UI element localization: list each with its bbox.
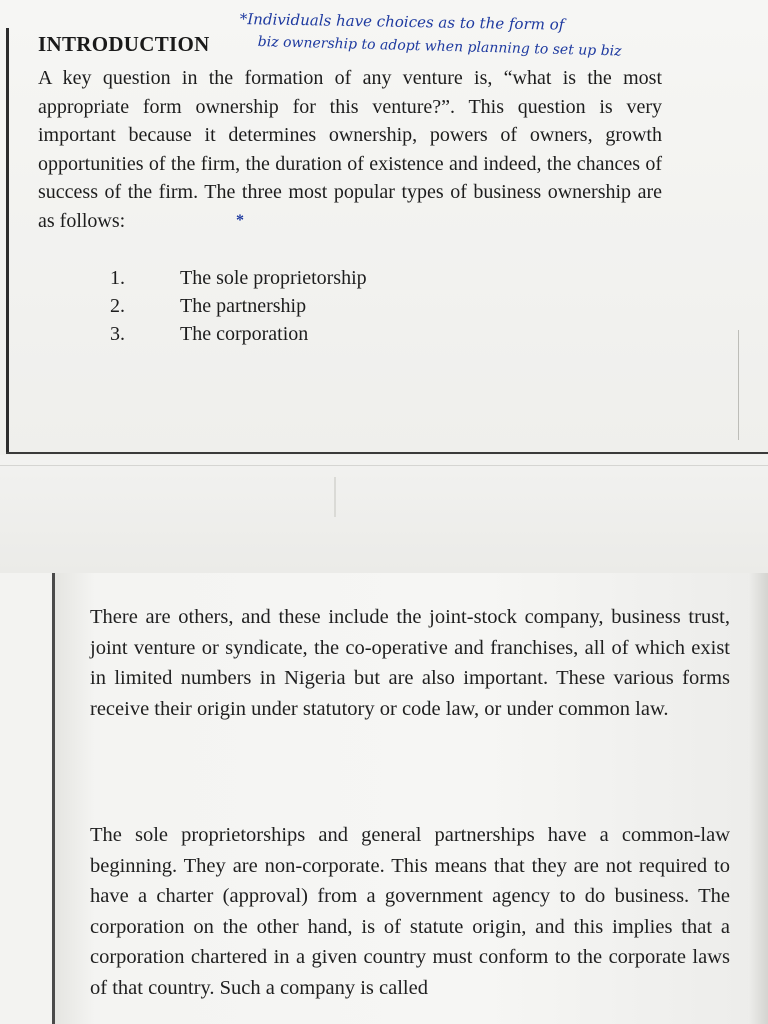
list-item bbox=[110, 320, 530, 348]
intro-paragraph-text: A key question in the formation of any venture is, “what is the most appropriate form ownership for this venture?”. This question is very important because it determines ownership, powers of owners, growth opportunities of the firm, the duration of existence and indeed, the chances of success of the firm. The three most popular types of business ownership are as follows: bbox=[38, 67, 662, 232]
intro-paragraph bbox=[38, 64, 662, 236]
section-heading: INTRODUCTION bbox=[38, 32, 210, 56]
list-item-number: 2. bbox=[110, 295, 125, 317]
list-item-number: 1. bbox=[110, 267, 125, 289]
list-item-text: The sole proprietorship bbox=[180, 267, 367, 289]
paragraph-other-forms-text: There are others, and these include the joint-stock company, business trust, joint venture or syndicate, the co-operative and franchises, all of which exist in limited numbers in Nigeria but are also important. These various forms receive their origin under statutory or code law, or under common law. bbox=[90, 606, 730, 720]
paragraph-other-forms bbox=[90, 602, 730, 724]
page-right-edge bbox=[738, 330, 739, 440]
list-item-text: The corporation bbox=[180, 323, 309, 345]
handwritten-note-line1 bbox=[240, 10, 565, 34]
ownership-types-list bbox=[110, 264, 530, 348]
faint-tick bbox=[334, 477, 336, 517]
list-item bbox=[110, 292, 530, 320]
faint-rule bbox=[0, 465, 768, 466]
page-right-shadow bbox=[748, 573, 768, 1024]
page-bottom-rule bbox=[6, 452, 768, 454]
list-item-number: 3. bbox=[110, 323, 125, 345]
handwritten-star-marker: * bbox=[239, 10, 248, 29]
list-item bbox=[110, 264, 530, 292]
handwritten-note-text1: Individuals have choices as to the form of bbox=[247, 10, 565, 34]
insert-star-marker: * bbox=[236, 212, 244, 229]
list-item-text: The partnership bbox=[180, 295, 307, 317]
top-page-scan bbox=[0, 0, 768, 455]
page-left-border bbox=[6, 28, 9, 452]
paragraph-common-law bbox=[90, 820, 730, 1003]
handwritten-note-line2: biz ownership to adopt when planning to set up biz bbox=[257, 34, 622, 60]
photo-gap bbox=[0, 455, 768, 573]
page-left-border bbox=[52, 573, 55, 1024]
paragraph-common-law-text: The sole proprietorships and general partnerships have a common-law beginning. They are non-corporate. This means that they are not required to have a charter (approval) from a government agency to do business. The corporation on the other hand, is of statute origin, and this implies that a corporation chartered in a given country must conform to the corporate laws of that country. Such a company is called bbox=[90, 824, 730, 999]
